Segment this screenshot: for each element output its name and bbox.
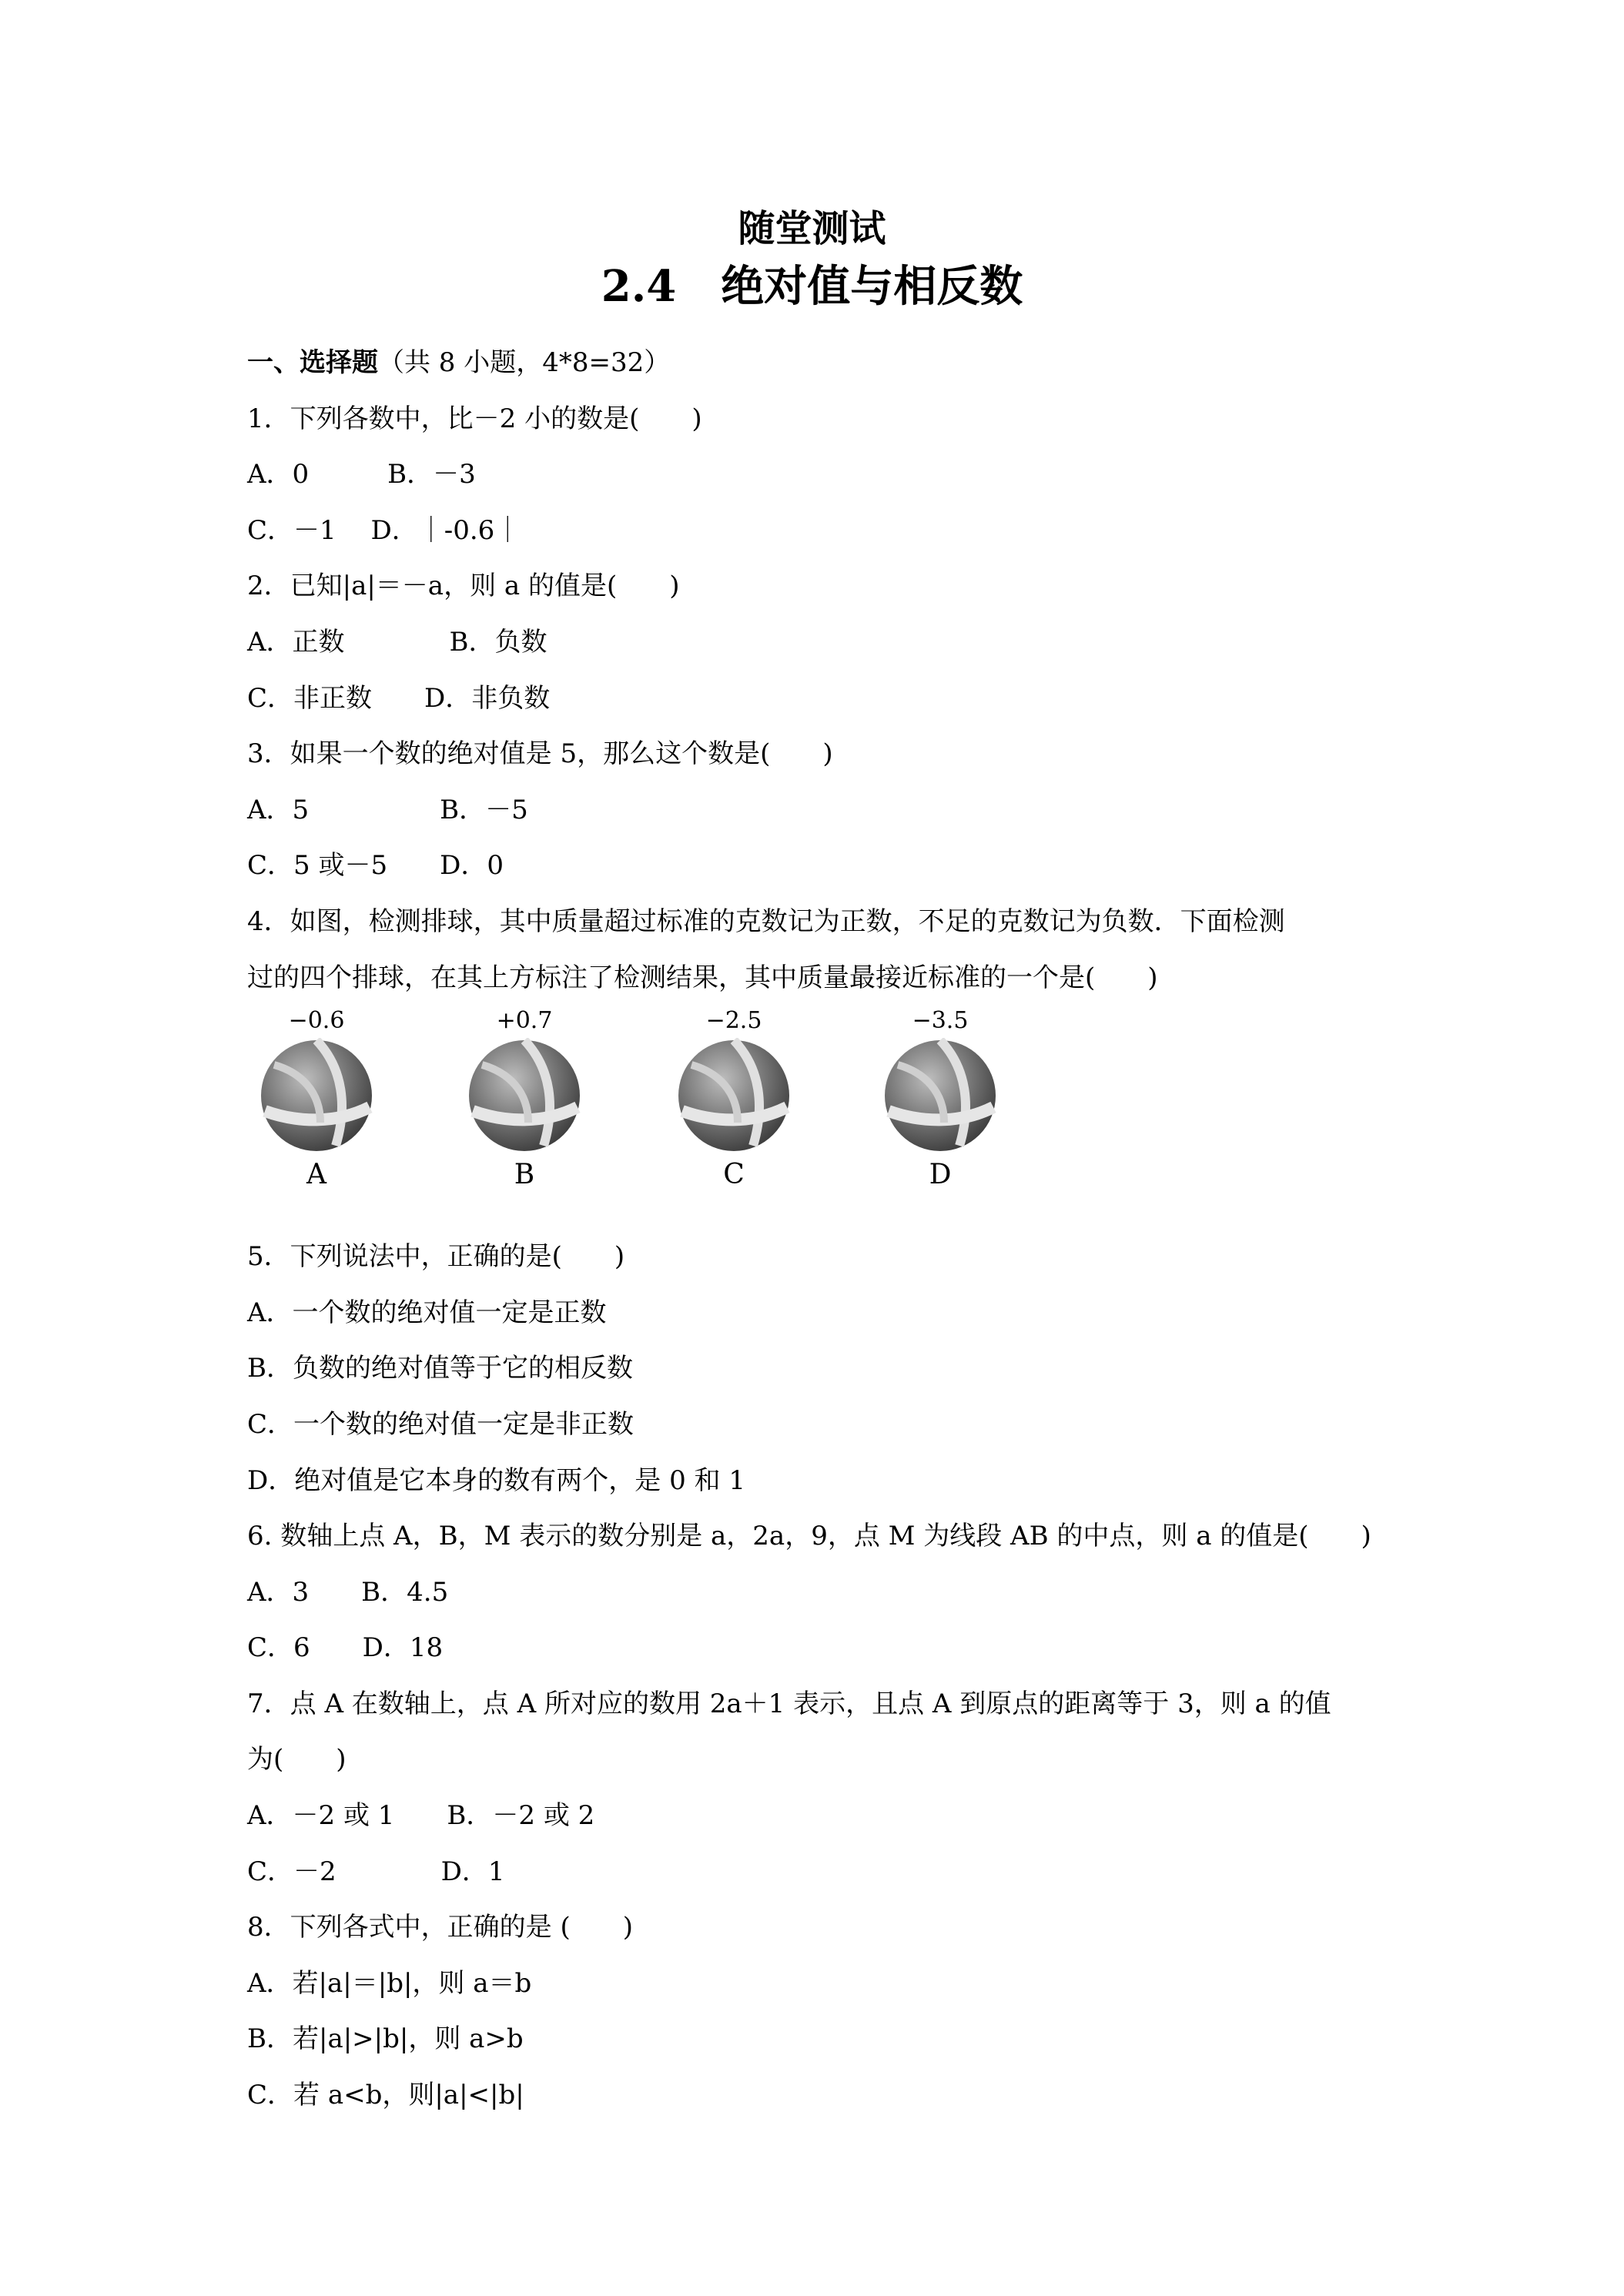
volleyball-a	[247, 1006, 386, 1192]
volleyball-d	[871, 1006, 1010, 1192]
question-5-option-c: C．一个数的绝对值一定是非正数	[247, 1408, 635, 1440]
question-7-options-row-1: A．－2 或 1 B．－2 或 2	[247, 1800, 595, 1832]
section-title	[0, 253, 1624, 314]
section-heading-note: （共 8 小题，4*8=32）	[378, 347, 671, 378]
question-5-stem: 5．下列说法中，正确的是( )	[247, 1241, 625, 1273]
volleyball-icon	[676, 1038, 792, 1153]
question-6-options-row-2: C．6 D．18	[247, 1632, 444, 1664]
question-5-option-b: B．负数的绝对值等于它的相反数	[247, 1353, 633, 1384]
volleyball-c	[665, 1006, 803, 1192]
question-7-stem-line-1: 7．点 A 在数轴上，点 A 所对应的数用 2a＋1 表示，且点 A 到原点的距离等于 3，则 a 的值	[247, 1688, 1331, 1719]
question-6-options-row-1: A．3 B．4.5	[247, 1576, 449, 1608]
section-heading-label: 一、选择题	[247, 347, 378, 378]
question-2-options-row-1: A．正数 B．负数	[247, 626, 547, 658]
question-5-option-a: A．一个数的绝对值一定是正数	[247, 1297, 607, 1328]
question-7-options-row-2: C．－2 D．1	[247, 1856, 505, 1887]
volleyball-a-value: −0.6	[288, 1007, 345, 1035]
question-4-stem-line-2: 过的四个排球，在其上方标注了检测结果，其中质量最接近标准的一个是( )	[247, 962, 1158, 993]
volleyball-icon	[882, 1038, 998, 1153]
section-title-text: 绝对值与相反数	[721, 261, 1023, 312]
question-8-option-c: C．若 a<b，则|a|<|b|	[247, 2080, 524, 2111]
question-4-stem-line-1: 4．如图，检测排球，其中质量超过标准的克数记为正数，不足的克数记为负数．下面检测	[247, 905, 1285, 937]
volleyball-d-value: −3.5	[912, 1007, 969, 1035]
volleyball-c-label: C	[723, 1159, 745, 1191]
section-heading	[247, 335, 1395, 391]
question-5-option-d: D．绝对值是它本身的数有两个，是 0 和 1	[247, 1464, 745, 1496]
volleyball-b-value: +0.7	[496, 1007, 553, 1035]
question-8-option-a: A．若|a|＝|b|，则 a＝b	[247, 1967, 532, 1999]
page-title: 随堂测试	[738, 207, 886, 250]
section-number: 2.4	[601, 261, 677, 312]
volleyball-d-label: D	[929, 1159, 952, 1191]
question-3-options-row-2: C．5 或－5 D．0	[247, 850, 504, 882]
question-8-option-b: B．若|a|>|b|，则 a>b	[247, 2023, 524, 2055]
volleyball-b-label: B	[514, 1159, 535, 1191]
question-2-stem: 2．已知|a|＝－a，则 a 的值是( )	[247, 571, 680, 602]
question-1-options-row-2: C．－1 D．｜-0.6｜	[247, 514, 521, 546]
question-3-stem: 3．如果一个数的绝对值是 5，那么这个数是( )	[247, 738, 833, 770]
question-1-options-row-1: A．0 B．－3	[247, 459, 476, 490]
question-list	[247, 335, 1395, 2124]
question-7-stem-line-2: 为( )	[247, 1744, 347, 1776]
question-6-stem: 6. 数轴上点 A，B，M 表示的数分别是 a，2a，9，点 M 为线段 AB 的中点，则 a 的值是( )	[247, 1521, 1371, 1552]
question-1-stem: 1．下列各数中，比－2 小的数是( )	[247, 403, 702, 434]
volleyball-figure	[247, 1006, 1395, 1229]
question-8-stem: 8．下列各式中，正确的是 ( )	[247, 1912, 633, 1943]
volleyball-icon	[467, 1038, 582, 1153]
volleyball-icon	[259, 1038, 374, 1153]
volleyball-b	[455, 1006, 594, 1192]
volleyball-c-value: −2.5	[705, 1007, 762, 1035]
question-3-options-row-1: A．5 B．－5	[247, 794, 528, 825]
volleyball-a-label: A	[306, 1159, 326, 1191]
question-2-options-row-2: C．非正数 D．非负数	[247, 682, 551, 714]
